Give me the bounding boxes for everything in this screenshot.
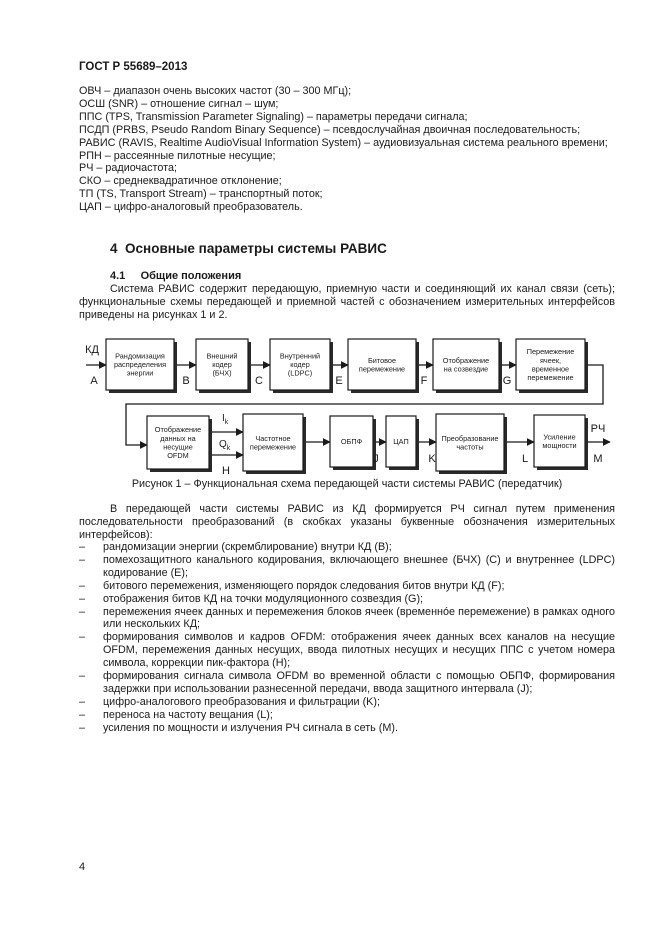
block-label: ячеек, <box>539 355 562 365</box>
abbreviation-item: РПН – рассеянные пилотные несущие; <box>79 149 276 162</box>
block-label: (LDPC) <box>287 368 313 378</box>
abbreviation-item: СКО – среднеквадратичное отклонение; <box>79 175 282 188</box>
section-title: Основные параметры системы РАВИС <box>125 241 387 256</box>
list-item-text: усиления по мощности и излучения РЧ сигнала в сеть (M). <box>103 721 398 734</box>
abbreviation-item: ЦАП – цифро-аналоговый преобразователь. <box>79 201 303 214</box>
page-number: 4 <box>79 861 86 873</box>
interface-label: E <box>335 375 343 387</box>
subsection-number: 4.1 <box>110 270 126 282</box>
list-dash: – <box>79 541 86 553</box>
block-label: мощности <box>542 440 577 450</box>
output-label: РЧ <box>590 423 606 435</box>
block-label: Внешний <box>206 351 238 361</box>
abbreviation-item: РАВИС (RAVIS, Realtime AudioVisual Information System) – аудиовизуальная система реального времени; <box>79 136 608 149</box>
i-subscript: k <box>224 419 229 426</box>
diagram-block <box>106 339 177 393</box>
intro-paragraph: Система РАВИС содержит передающую, приемную части и соединяющий их канал связи (сеть); функциональные схемы передающей и приемной частей с обозначением измерительных интерфейсов приведены на рисунках 1 и 2. <box>79 283 615 321</box>
list-dash: – <box>79 708 86 721</box>
list-item-text: переноса на частоту вещания (L); <box>103 708 273 721</box>
block-label: Отображение <box>442 355 490 365</box>
block-label: частоты <box>456 442 484 452</box>
interface-label: G <box>502 375 512 387</box>
abbreviation-item: ОВЧ – диапазон очень высоких частот (30 – 300 МГц); <box>79 85 352 97</box>
abbreviation-item: ТП (TS, Transport Stream) – транспортный поток; <box>79 188 323 201</box>
list-item-text: рандомизации энергии (скремблирование) внутри КД (B); <box>103 541 392 553</box>
diagram-block <box>386 416 419 470</box>
list-item-text: отображения битов КД на точки модуляционного созвездия (G); <box>103 592 424 605</box>
block-label: перемежение <box>358 364 406 374</box>
diagram-block <box>436 414 507 474</box>
block-label: OFDM <box>167 451 189 460</box>
interface-label: K <box>428 453 436 465</box>
diagram-block <box>516 339 588 393</box>
list-item-text: формирования сигнала символа OFDM во временной области с помощью ОБПФ, формирования задержки при использовании разнесенной передачи, ввода защитного интервала (J); <box>103 670 615 695</box>
block-label: Рандомизация <box>115 351 165 361</box>
interface-label: M <box>593 453 603 465</box>
block-label: (БЧХ) <box>212 368 232 378</box>
list-dash: – <box>79 605 86 618</box>
figure-caption: Рисунок 1 – Функциональная схема передающей части системы РАВИС (передатчик) <box>131 478 563 490</box>
description-paragraph: В передающей части системы РАВИС из КД формируется РЧ сигнал путем применения последовательности преобразований (в скобках указаны буквенные обозначения измерительных интерфейсов): <box>79 503 615 541</box>
list-item <box>79 580 615 593</box>
input-label: КД <box>85 344 99 356</box>
block-label: временное <box>531 364 570 374</box>
list-dash: – <box>79 695 86 708</box>
list-item <box>79 631 615 670</box>
block-label: ЦАП <box>393 437 409 447</box>
transform-list <box>79 541 615 735</box>
q-label: $Q_k$ <box>219 439 231 452</box>
block-label: Внутренний <box>279 351 321 361</box>
interface-label: C <box>255 375 263 387</box>
diagram-block <box>270 339 333 393</box>
abbreviation-list <box>79 85 619 214</box>
block-label: распределения <box>113 360 167 370</box>
list-item <box>79 709 615 722</box>
block-label: Битовое <box>367 355 397 365</box>
list-item-text: битового перемежения, изменяющего порядок следования битов внутри КД (F); <box>103 579 505 592</box>
interface-label: J <box>373 453 379 465</box>
block-label: данных на <box>160 433 196 443</box>
block-label: кодер <box>290 360 310 370</box>
q-subscript: k <box>226 445 231 452</box>
subsection-title: Общие положения <box>140 270 242 282</box>
document-header: ГОСТ Р 55689–2013 <box>79 61 188 73</box>
list-dash: – <box>79 592 86 605</box>
abbreviation-item: ОСШ (SNR) – отношение сигнал – шум; <box>79 97 279 110</box>
list-dash: – <box>79 579 86 592</box>
list-dash: – <box>79 553 86 566</box>
list-item <box>79 606 615 632</box>
abbreviation-item: РЧ – радиочастота; <box>79 162 177 175</box>
interface-label: F <box>420 375 428 387</box>
block-label: на созвездие <box>443 364 489 374</box>
list-item <box>79 696 615 709</box>
section-heading <box>110 241 387 256</box>
list-dash: – <box>79 721 86 734</box>
list-item-text: перемежения ячеек данных и перемежения блоков ячеек (временнóе перемежение) в рамках одного или нескольких КД; <box>103 605 615 631</box>
interface-label: L <box>521 453 529 465</box>
abbreviation-item: ППС (TPS, Transmission Parameter Signaling) – параметры передачи сигнала; <box>79 110 468 123</box>
block-label: кодер <box>212 360 232 370</box>
block-label: Усиление <box>543 432 576 442</box>
list-dash: – <box>79 670 86 683</box>
diagram-block <box>433 339 502 393</box>
i-label: $I_k$ <box>222 413 229 426</box>
diagram-block <box>243 414 306 474</box>
block-label: энергии <box>126 368 154 378</box>
block-label: ОБПФ <box>340 437 363 447</box>
interface-label: H <box>222 465 230 475</box>
list-item-text: цифро-аналогового преобразования и фильтрации (K); <box>103 695 380 708</box>
transmitter-block-diagram <box>0 325 661 475</box>
section-number: 4 <box>110 241 118 256</box>
list-dash: – <box>79 631 86 644</box>
list-item <box>79 722 615 735</box>
list-item-text: формирования символов и кадров OFDM: отображения ячеек данных всех каналов на несущие OFDM, перемежения данных несущих, ввода пилотных несущих и несущих ППС с учетом номера символа, коррекции пик-фактора (H); <box>103 631 615 670</box>
list-item-text: помехозащитного канального кодирования, включающего внешнее (БЧХ) (С) и внутреннее (LDPC) кодирование (E); <box>103 553 615 579</box>
list-item <box>79 593 615 606</box>
block-label: перемежение <box>249 442 297 452</box>
abbreviation-item: ПСДП (PRBS, Pseudo Random Binary Sequence) – псевдослучайная двоичная последовательность; <box>79 123 581 136</box>
interface-label: B <box>182 375 190 387</box>
block-label: Преобразование <box>441 433 499 443</box>
list-item <box>79 541 615 554</box>
block-label: Отображение <box>154 425 202 435</box>
diagram-block <box>196 339 251 393</box>
diagram-block <box>147 416 212 472</box>
interface-label: A <box>90 375 98 387</box>
diagram-block <box>534 415 588 470</box>
list-item <box>79 670 615 696</box>
block-label: несущие <box>163 442 193 452</box>
diagram-block <box>330 416 376 470</box>
list-item <box>79 554 615 580</box>
block-label: перемежение <box>527 373 574 382</box>
diagram-block <box>348 339 419 393</box>
subsection-heading <box>110 270 241 282</box>
block-label: Перемежение <box>526 347 575 357</box>
block-label: Частотное <box>255 433 291 443</box>
